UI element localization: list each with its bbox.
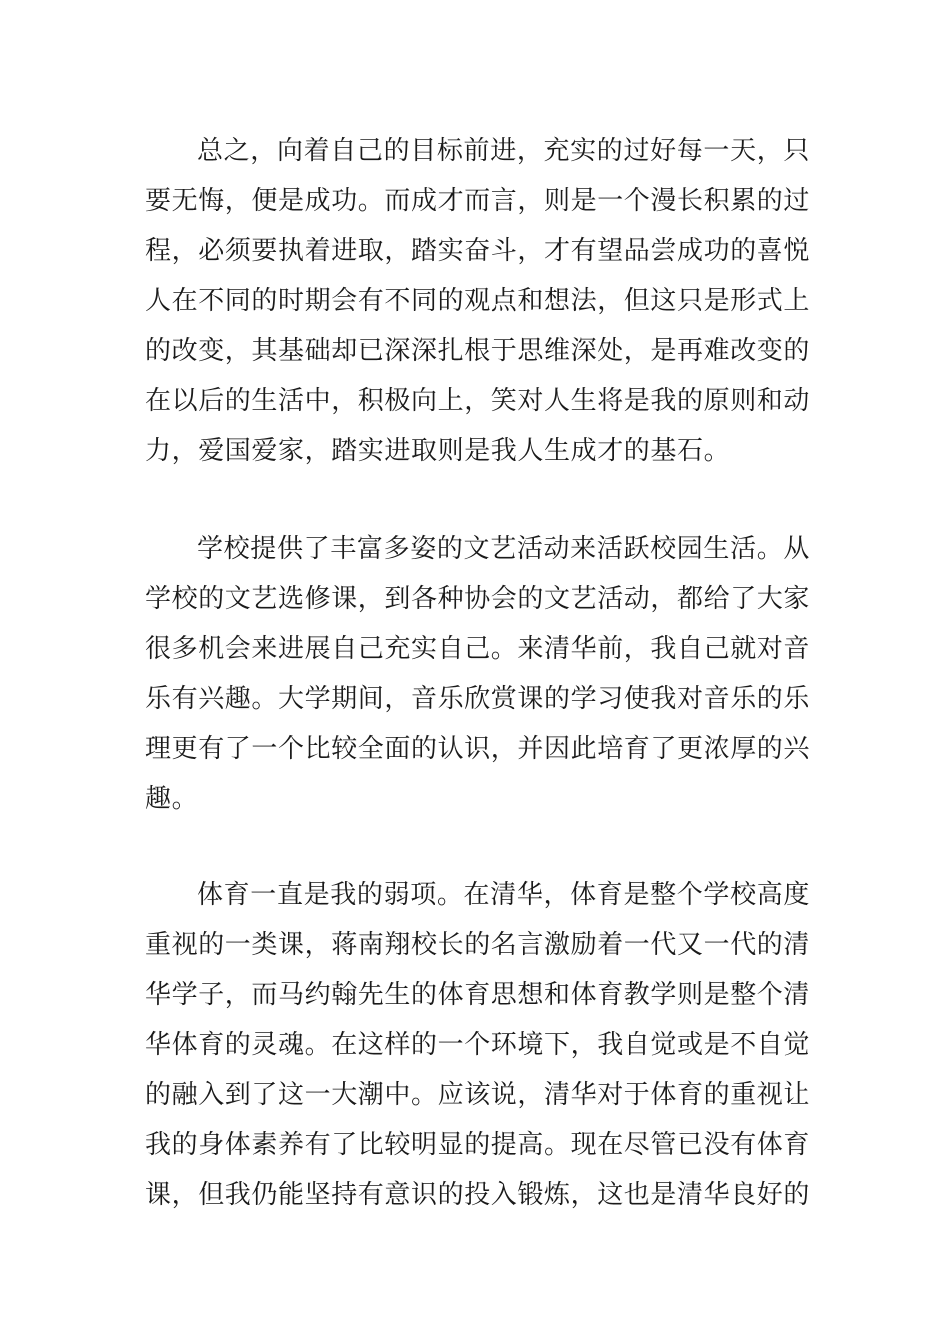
paragraph-summary: 总之，向着自己的目标前进，充实的过好每一天，只要无悔，便是成功。而成才而言，则是一个漫长积累的过程，必须要执着进取，踏实奋斗，才有望品尝成功的喜悦人在不同的时期会有不同的观点和想法，但这只是形式上的改变，其基础却已深深扎根于思维深处，是再难改变的在以后的生活中，积极向上，笑对人生将是我的原则和动力，爱国爱家，踏实进取则是我人生成才的基石。: [145, 136, 811, 466]
paragraph-physical-education: 体育一直是我的弱项。在清华，体育是整个学校高度重视的一类课，蒋南翔校长的名言激励着一代又一代的清华学子，而马约翰先生的体育思想和体育教学则是整个清华体育的灵魂。在这样的一个环境下，我自觉或是不自觉的融入到了这一大潮中。应该说，清华对于体育的重视让我的身体素养有了比较明显的提高。现在尽管已没有体育课，但我仍能坚持有意识的投入锻炼，这也是清华良好的: [145, 880, 811, 1210]
paragraph-arts-activities: 学校提供了丰富多姿的文艺活动来活跃校园生活。从学校的文艺选修课，到各种协会的文艺活动，都给了大家很多机会来进展自己充实自己。来清华前，我自己就对音乐有兴趣。大学期间，音乐欣赏课的学习使我对音乐的乐理更有了一个比较全面的认识，并因此培育了更浓厚的兴趣。: [145, 534, 811, 814]
